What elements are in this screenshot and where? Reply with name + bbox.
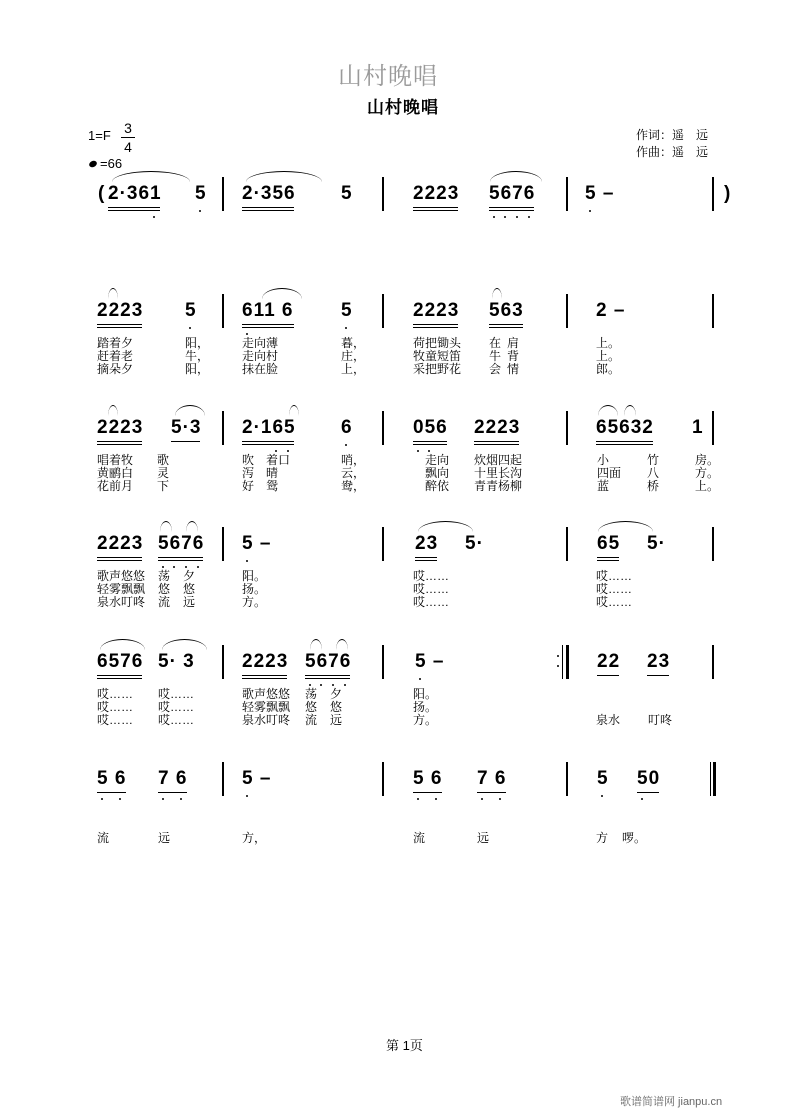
note-group: 2223 [242, 651, 289, 672]
underline [489, 324, 523, 325]
lyric-syllable: 流 [413, 831, 426, 845]
lyric-syllable: 泉水 [596, 713, 621, 727]
lyric-syllable: 哎…… [97, 687, 134, 701]
note-group: ) [724, 183, 732, 204]
low-octave-dot [481, 798, 483, 800]
low-octave-dot [180, 798, 182, 800]
low-octave-dot [189, 327, 191, 329]
barline [222, 645, 224, 679]
low-octave-dot [101, 798, 103, 800]
note-group: 7 6 [158, 768, 188, 789]
low-octave-dot [332, 684, 334, 686]
note-group: 5· [647, 533, 666, 554]
note-group: 2223 [474, 417, 521, 438]
final-barline-thick [713, 762, 716, 796]
lyric-syllable: 阳， [185, 362, 210, 376]
lyric-syllable: 哎…… [158, 687, 195, 701]
lyric-syllable: 赶着老 [97, 349, 134, 363]
note-group: 5 – [242, 768, 272, 789]
slur [162, 639, 207, 650]
note-group: 563 [489, 300, 524, 321]
lyric-syllable: 哎…… [596, 569, 633, 583]
lyric-syllable: 牛 [489, 349, 502, 363]
low-octave-dot [320, 684, 322, 686]
note-group: 5· [465, 533, 484, 554]
slur [598, 405, 618, 416]
barline [382, 177, 384, 211]
note-group: 5 [185, 300, 197, 321]
lyric-syllable: 灵 [157, 466, 170, 480]
lyric-syllable: 荡 [158, 569, 171, 583]
lyric-syllable: 远 [477, 831, 490, 845]
underline [415, 557, 437, 558]
note-group: 611 6 [242, 300, 294, 321]
lyric-syllable: 哎…… [413, 595, 450, 609]
lyric-syllable: 远 [158, 831, 171, 845]
underline [108, 207, 160, 208]
lyric-syllable: 会 [489, 362, 502, 376]
note-group: 5 – [585, 183, 615, 204]
lyric-syllable: 背 [507, 349, 520, 363]
underline [596, 444, 653, 445]
lyric-syllable: 上， [341, 362, 366, 376]
underline [477, 792, 506, 793]
lyric-syllable: 哎…… [413, 582, 450, 596]
low-octave-dot [345, 327, 347, 329]
underline [158, 560, 203, 561]
lyric-syllable: 悠 [183, 582, 196, 596]
underline [242, 678, 287, 679]
slur [490, 171, 542, 182]
barline [712, 294, 714, 328]
lyric-syllable: 上。 [596, 349, 621, 363]
lyric-syllable: 夕 [330, 687, 343, 701]
underline [413, 207, 458, 208]
underline [596, 441, 653, 442]
barline [222, 527, 224, 561]
lyric-syllable: 流 [305, 713, 318, 727]
lyric-syllable: 房。 [695, 453, 720, 467]
slur [160, 521, 172, 532]
note-group: 5 6 [413, 768, 443, 789]
slur [336, 639, 348, 650]
lyric-syllable: 远 [330, 713, 343, 727]
lyric-syllable: 鸯， [341, 479, 366, 493]
note-group: 6 [341, 417, 353, 438]
underline [242, 324, 294, 325]
barline [222, 294, 224, 328]
lyric-syllable: 抹在脸 [242, 362, 279, 376]
lyric-syllable: 肩 [507, 336, 520, 350]
note-group: 5 – [242, 533, 272, 554]
lyric-syllable: 黄鹂白 [97, 466, 134, 480]
lyric-syllable: 悠 [330, 700, 343, 714]
slur [492, 288, 502, 299]
barline [712, 527, 714, 561]
note-group: 5 [195, 183, 207, 204]
low-octave-dot [119, 798, 121, 800]
note-group: 65 [597, 533, 621, 554]
lyric-syllable: 啰。 [622, 831, 647, 845]
note-group: 2·361 [108, 183, 162, 204]
lyric-syllable: 阳。 [242, 569, 267, 583]
low-octave-dot [287, 450, 289, 452]
underline [242, 207, 294, 208]
underline [474, 441, 519, 442]
underline [97, 441, 142, 442]
lyric-syllable: 流 [158, 595, 171, 609]
underline [158, 557, 203, 558]
song-title: 山村晚唱 [367, 98, 439, 117]
barline [712, 177, 714, 211]
slur [418, 521, 473, 532]
time-signature-bottom: 4 [124, 139, 132, 155]
lyric-syllable: 夕 [183, 569, 196, 583]
slur [289, 405, 299, 416]
lyric-syllable: 在 [489, 336, 502, 350]
underline [415, 560, 437, 561]
lyric-syllable: 牛， [185, 349, 210, 363]
lyric-syllable: 晴 [266, 466, 279, 480]
lyric-syllable: 远 [183, 595, 196, 609]
underline [474, 444, 519, 445]
note-group: 7 6 [477, 768, 507, 789]
lyric-syllable: 吹 [242, 453, 255, 467]
note-group: 2223 [97, 300, 144, 321]
lyric-syllable: 八 [647, 466, 660, 480]
slur [175, 405, 205, 416]
note-group: 2 – [596, 300, 626, 321]
repeat-barline [566, 645, 569, 679]
low-octave-dot [589, 210, 591, 212]
underline [97, 444, 142, 445]
repeat-dot [557, 655, 559, 657]
barline [712, 411, 714, 445]
note-group: 5676 [305, 651, 352, 672]
lyric-syllable: 悠 [158, 582, 171, 596]
lyricist-credit: 作词：遥 远 [636, 128, 709, 142]
lyric-syllable: 哎…… [413, 569, 450, 583]
lyric-syllable: 郎。 [596, 362, 621, 376]
low-octave-dot [246, 795, 248, 797]
lyric-syllable: 泉水叮咚 [242, 713, 291, 727]
lyric-syllable: 摘朵夕 [97, 362, 134, 376]
note-group: 6576 [97, 651, 144, 672]
low-octave-dot [344, 684, 346, 686]
underline [242, 444, 294, 445]
slur [112, 171, 190, 182]
final-barline-thin [710, 762, 711, 796]
low-octave-dot [504, 216, 506, 218]
note-group: 2223 [413, 183, 460, 204]
slur [108, 288, 118, 299]
lyric-syllable: 鸳 [266, 479, 279, 493]
lyric-syllable: 叮咚 [648, 713, 673, 727]
note-group: 2·165 [242, 417, 296, 438]
note-group: 22 [597, 651, 621, 672]
lyric-syllable: 走向薄 [242, 336, 279, 350]
note-group: 23 [647, 651, 671, 672]
underline [597, 557, 619, 558]
barline [382, 645, 384, 679]
underline [489, 207, 534, 208]
low-octave-dot [153, 216, 155, 218]
lyric-syllable: 歌 [157, 453, 170, 467]
low-octave-dot [516, 216, 518, 218]
low-octave-dot [246, 333, 248, 335]
lyric-syllable: 泉水叮咚 [97, 595, 146, 609]
underline [158, 792, 187, 793]
lyric-syllable: 方。 [413, 713, 438, 727]
lyric-syllable: 着口 [266, 453, 291, 467]
lyric-syllable: 荡 [305, 687, 318, 701]
lyric-syllable: 扬。 [413, 700, 438, 714]
lyric-syllable: 暮， [341, 336, 366, 350]
barline [566, 177, 568, 211]
underline [305, 675, 350, 676]
lyric-syllable: 醉依 [425, 479, 450, 493]
lyric-syllable: 哎…… [158, 713, 195, 727]
lyric-syllable: 炊烟四起 [474, 453, 523, 467]
low-octave-dot [428, 450, 430, 452]
underline [242, 210, 294, 211]
lyric-syllable: 小 [597, 453, 610, 467]
lyric-syllable: 飘向 [425, 466, 450, 480]
note-group: 50 [637, 768, 661, 789]
barline [382, 762, 384, 796]
time-signature-line [121, 137, 135, 138]
lyric-syllable: 流 [97, 831, 110, 845]
lyric-syllable: 下 [157, 479, 170, 493]
underline [597, 560, 619, 561]
barline [222, 762, 224, 796]
lyric-syllable: 竹 [647, 453, 660, 467]
slur [100, 639, 145, 650]
underline [597, 675, 619, 676]
low-octave-dot [185, 566, 187, 568]
slur [246, 171, 322, 182]
low-octave-dot [601, 795, 603, 797]
slur [624, 405, 636, 416]
lyric-syllable: 荷把锄头 [413, 336, 462, 350]
watermark: 歌谱简谱网 jianpu.cn [620, 1096, 723, 1108]
barline [222, 177, 224, 211]
underline [97, 324, 142, 325]
lyric-syllable: 悠 [305, 700, 318, 714]
note-group: 2223 [97, 533, 144, 554]
lyric-syllable: 阳， [185, 336, 210, 350]
underline [413, 327, 458, 328]
low-octave-dot [162, 566, 164, 568]
underline [171, 441, 200, 442]
barline [712, 645, 714, 679]
underline [97, 792, 126, 793]
underline [108, 210, 160, 211]
lyric-syllable: 上。 [695, 479, 720, 493]
lyric-syllable: 轻雾飘飘 [97, 582, 146, 596]
low-octave-dot [417, 798, 419, 800]
note-group: 5 [597, 768, 609, 789]
underline [242, 675, 287, 676]
low-octave-dot [417, 450, 419, 452]
lyric-syllable: 四面 [597, 466, 622, 480]
underline [97, 560, 142, 561]
low-octave-dot [275, 450, 277, 452]
underline [413, 792, 442, 793]
low-octave-dot [309, 684, 311, 686]
lyric-syllable: 走向 [425, 453, 450, 467]
lyric-syllable: 方， [242, 831, 267, 845]
note-group: 5 [341, 183, 353, 204]
lyric-syllable: 方 [596, 831, 609, 845]
underline [242, 441, 294, 442]
note-group: 5·3 [171, 417, 202, 438]
note-group: 65632 [596, 417, 654, 438]
underline [413, 210, 458, 211]
underline [637, 792, 659, 793]
lyric-syllable: 云， [341, 466, 366, 480]
tempo-marking: =66 [100, 156, 123, 171]
low-octave-dot [435, 798, 437, 800]
lyric-syllable: 哎…… [97, 713, 134, 727]
lyric-syllable: 十里长沟 [474, 466, 523, 480]
lyric-syllable: 轻雾飘飘 [242, 700, 291, 714]
low-octave-dot [199, 210, 201, 212]
slur [186, 521, 198, 532]
lyric-syllable: 牧童短笛 [413, 349, 462, 363]
barline [222, 411, 224, 445]
lyric-syllable: 情 [507, 362, 520, 376]
barline [382, 411, 384, 445]
underline [97, 557, 142, 558]
slur [262, 288, 302, 299]
lyric-syllable: 蓝 [597, 479, 610, 493]
lyric-syllable: 青青杨柳 [474, 479, 523, 493]
barline [566, 294, 568, 328]
lyric-syllable: 走向村 [242, 349, 279, 363]
lyric-syllable: 好 [242, 479, 255, 493]
lyric-syllable: 方。 [695, 466, 720, 480]
lyric-syllable: 哎…… [596, 582, 633, 596]
barline [566, 527, 568, 561]
lyric-syllable: 哎…… [97, 700, 134, 714]
note-group: 5 – [415, 651, 445, 672]
note-group: 5 [341, 300, 353, 321]
lyric-syllable: 歌声悠悠 [242, 687, 291, 701]
underline [489, 327, 523, 328]
barline [382, 294, 384, 328]
lyric-syllable: 歌声悠悠 [97, 569, 146, 583]
low-octave-dot [499, 798, 501, 800]
lyric-syllable: 采把野花 [413, 362, 462, 376]
lyric-syllable: 上。 [596, 336, 621, 350]
title-shadow: 山村晚唱 [338, 62, 438, 90]
underline [242, 327, 294, 328]
lyric-syllable: 花前月 [97, 479, 134, 493]
underline [413, 441, 447, 442]
underline [413, 444, 447, 445]
note-group: ( [98, 183, 106, 204]
note-group: 2·356 [242, 183, 296, 204]
lyric-syllable: 桥 [647, 479, 660, 493]
quarter-note-icon [88, 160, 98, 169]
note-group: 5 6 [97, 768, 127, 789]
low-octave-dot [345, 444, 347, 446]
lyric-syllable: 庄， [341, 349, 366, 363]
note-group: 5676 [158, 533, 205, 554]
composer-credit: 作曲：遥 远 [636, 145, 709, 159]
underline [97, 327, 142, 328]
note-group: 23 [415, 533, 439, 554]
underline [413, 324, 458, 325]
lyric-syllable: 阳。 [413, 687, 438, 701]
underline [305, 678, 350, 679]
low-octave-dot [493, 216, 495, 218]
lyric-syllable: 哨， [341, 453, 366, 467]
repeat-barline-thin [562, 645, 563, 679]
low-octave-dot [197, 566, 199, 568]
low-octave-dot [528, 216, 530, 218]
page-number: 第 1页 [386, 1038, 423, 1053]
lyric-syllable: 唱着牧 [97, 453, 134, 467]
note-group: 5· 3 [158, 651, 195, 672]
slur [108, 405, 118, 416]
note-group: 056 [413, 417, 448, 438]
underline [97, 675, 142, 676]
note-group: 2223 [413, 300, 460, 321]
low-octave-dot [173, 566, 175, 568]
underline [647, 675, 669, 676]
time-signature-top: 3 [124, 120, 132, 136]
barline [382, 527, 384, 561]
barline [566, 762, 568, 796]
lyric-syllable: 方。 [242, 595, 267, 609]
note-group: 1 [692, 417, 704, 438]
slur [310, 639, 322, 650]
slur [598, 521, 653, 532]
key-signature: 1=F [88, 128, 111, 143]
repeat-dot [557, 665, 559, 667]
lyric-syllable: 泻 [242, 466, 255, 480]
low-octave-dot [162, 798, 164, 800]
underline [97, 678, 142, 679]
lyric-syllable: 哎…… [158, 700, 195, 714]
barline [566, 411, 568, 445]
note-group: 5676 [489, 183, 536, 204]
note-group: 2223 [97, 417, 144, 438]
low-octave-dot [246, 560, 248, 562]
low-octave-dot [641, 798, 643, 800]
lyric-syllable: 踏着夕 [97, 336, 134, 350]
low-octave-dot [419, 678, 421, 680]
lyric-syllable: 哎…… [596, 595, 633, 609]
lyric-syllable: 扬。 [242, 582, 267, 596]
underline [489, 210, 534, 211]
